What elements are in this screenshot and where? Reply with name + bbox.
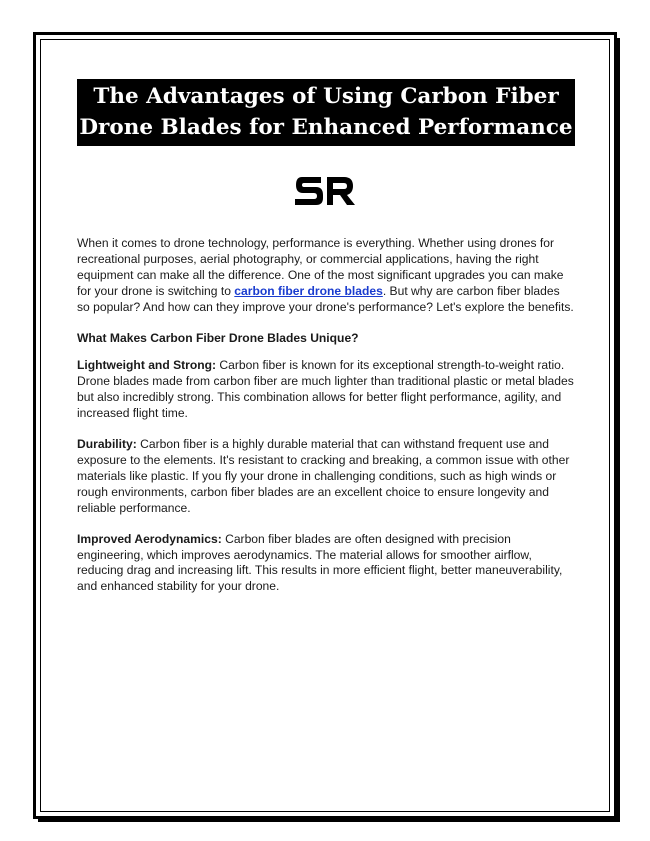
- point-aerodynamics: [77, 532, 575, 596]
- point-text: Carbon fiber is a highly durable material that can withstand frequent use and exposure to the elements. It's resistant to cracking and breaking, a common issue with other materials like plastic. If you fly your drone in challenging conditions, such as high winds or rough environments, carbon fiber blades are an excellent choice to ensure longevity and reliable performance.: [77, 437, 570, 515]
- intro-text-end: . But why are carbon fiber blades so popular? And how can they improve your drone's performance? Let's explore the benefits.: [77, 283, 574, 314]
- point-lightweight: [77, 358, 575, 422]
- page-title-line-2: Drone Blades for Enhanced Performance: [79, 115, 573, 140]
- page-border-shadow-right: [617, 38, 620, 822]
- article-body: [77, 236, 575, 610]
- sr-logo-icon: [293, 174, 357, 208]
- point-label: Lightweight and Strong:: [77, 358, 217, 373]
- point-durability: [77, 437, 575, 517]
- page-title-line-1: The Advantages of Using Carbon Fiber: [93, 84, 559, 109]
- point-text: Carbon fiber blades are often designed with precision engineering, which improves aerodynamics. The material allows for smoother airflow, reducing drag and increasing lift. This results in more efficient flight, better maneuverability, and enhanced stability for your drone.: [77, 531, 563, 594]
- point-text: Carbon fiber is known for its exceptional strength-to-weight ratio. Drone blades made from carbon fiber are much lighter than traditional plastic or metal blades but also incredibly strong. This combination allows for better flight performance, agility, and increased flight time.: [77, 358, 574, 421]
- carbon-fiber-drone-blades-link[interactable]: carbon fiber drone blades: [234, 283, 383, 298]
- point-label: Durability:: [77, 437, 137, 452]
- page-title: [77, 79, 575, 146]
- page-border-shadow-bottom: [38, 819, 620, 822]
- section-heading: What Makes Carbon Fiber Drone Blades Unique?: [77, 330, 359, 345]
- intro-paragraph: [77, 236, 575, 316]
- point-label: Improved Aerodynamics:: [77, 531, 222, 546]
- intro-text-start: When it comes to drone technology, performance is everything. Whether using drones for recreational purposes, aerial photography, or commercial applications, having the right equipment can make all the difference. One of the most significant upgrades you can make for your drone is switching to: [77, 236, 564, 298]
